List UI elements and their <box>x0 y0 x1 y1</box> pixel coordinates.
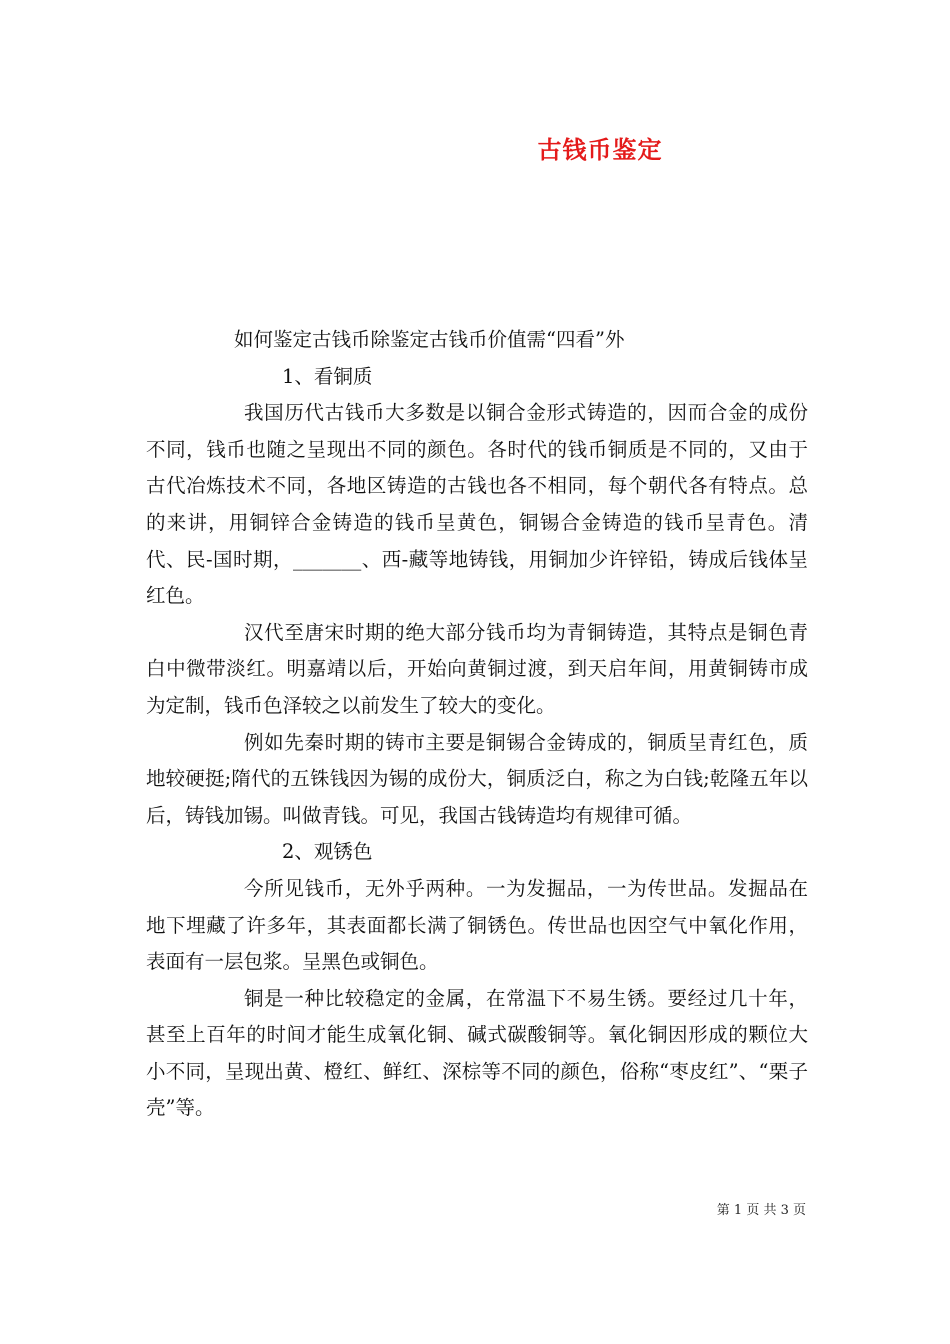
document-title: 古钱币鉴定 <box>537 135 663 164</box>
body-paragraph: 今所见钱币，无外乎两种。一为发掘品，一为传世品。发掘品在地下埋藏了许多年，其表面都长满了铜锈色。传世品也因空气中氧化作用，表面有一层包浆。呈黑色或铜色。 <box>146 876 808 974</box>
body-paragraph: 汉代至唐宋时期的绝大部分钱币均为青铜铸造，其特点是铜色青白中微带淡红。明嘉靖以后，开始向黄铜过渡，到天启年间，用黄铜铸市成为定制，钱币色泽较之以前发生了较大的变化。 <box>146 620 808 717</box>
section-heading-copper-quality: 1、看铜质 <box>282 364 373 388</box>
page-number-footer: 第 1 页 共 3 页 <box>716 1203 806 1218</box>
body-paragraph: 铜是一种比较稳定的金属，在常温下不易生锈。要经过几十年，甚至上百年的时间才能生成氧化铜、碱式碳酸铜等。氧化铜因形成的颗位大小不同，呈现出黄、橙红、鲜红、深棕等不同的颜色，俗称“枣皮红”、“栗子壳”等。 <box>146 986 808 1120</box>
body-paragraph: 我国历代古钱币大多数是以铜合金形式铸造的，因而合金的成份不同，钱币也随之呈现出不同的颜色。各时代的钱币铜质是不同的，又由于古代冶炼技术不同，各地区铸造的古钱也各不相同，每个朝代各有特点。总的来讲，用铜锌合金铸造的钱币呈黄色，铜锡合金铸造的钱币呈青色。清代、民-国时期，_______、西-藏等地铸钱，用铜加少许锌铅，铸成后钱体呈红色。 <box>146 401 808 608</box>
body-paragraph: 例如先秦时期的铸市主要是铜锡合金铸成的，铜质呈青红色，质地较硬挺;隋代的五铢钱因为锡的成份大，铜质泛白，称之为白钱;乾隆五年以后，铸钱加锡。叫做青钱。可见，我国古钱铸造均有规律可循。 <box>146 730 808 827</box>
intro-line: 如何鉴定古钱币除鉴定古钱币价值需“四看”外 <box>234 328 625 351</box>
document-body <box>146 322 808 1127</box>
section-heading-rust-color: 2、观锈色 <box>282 840 373 864</box>
